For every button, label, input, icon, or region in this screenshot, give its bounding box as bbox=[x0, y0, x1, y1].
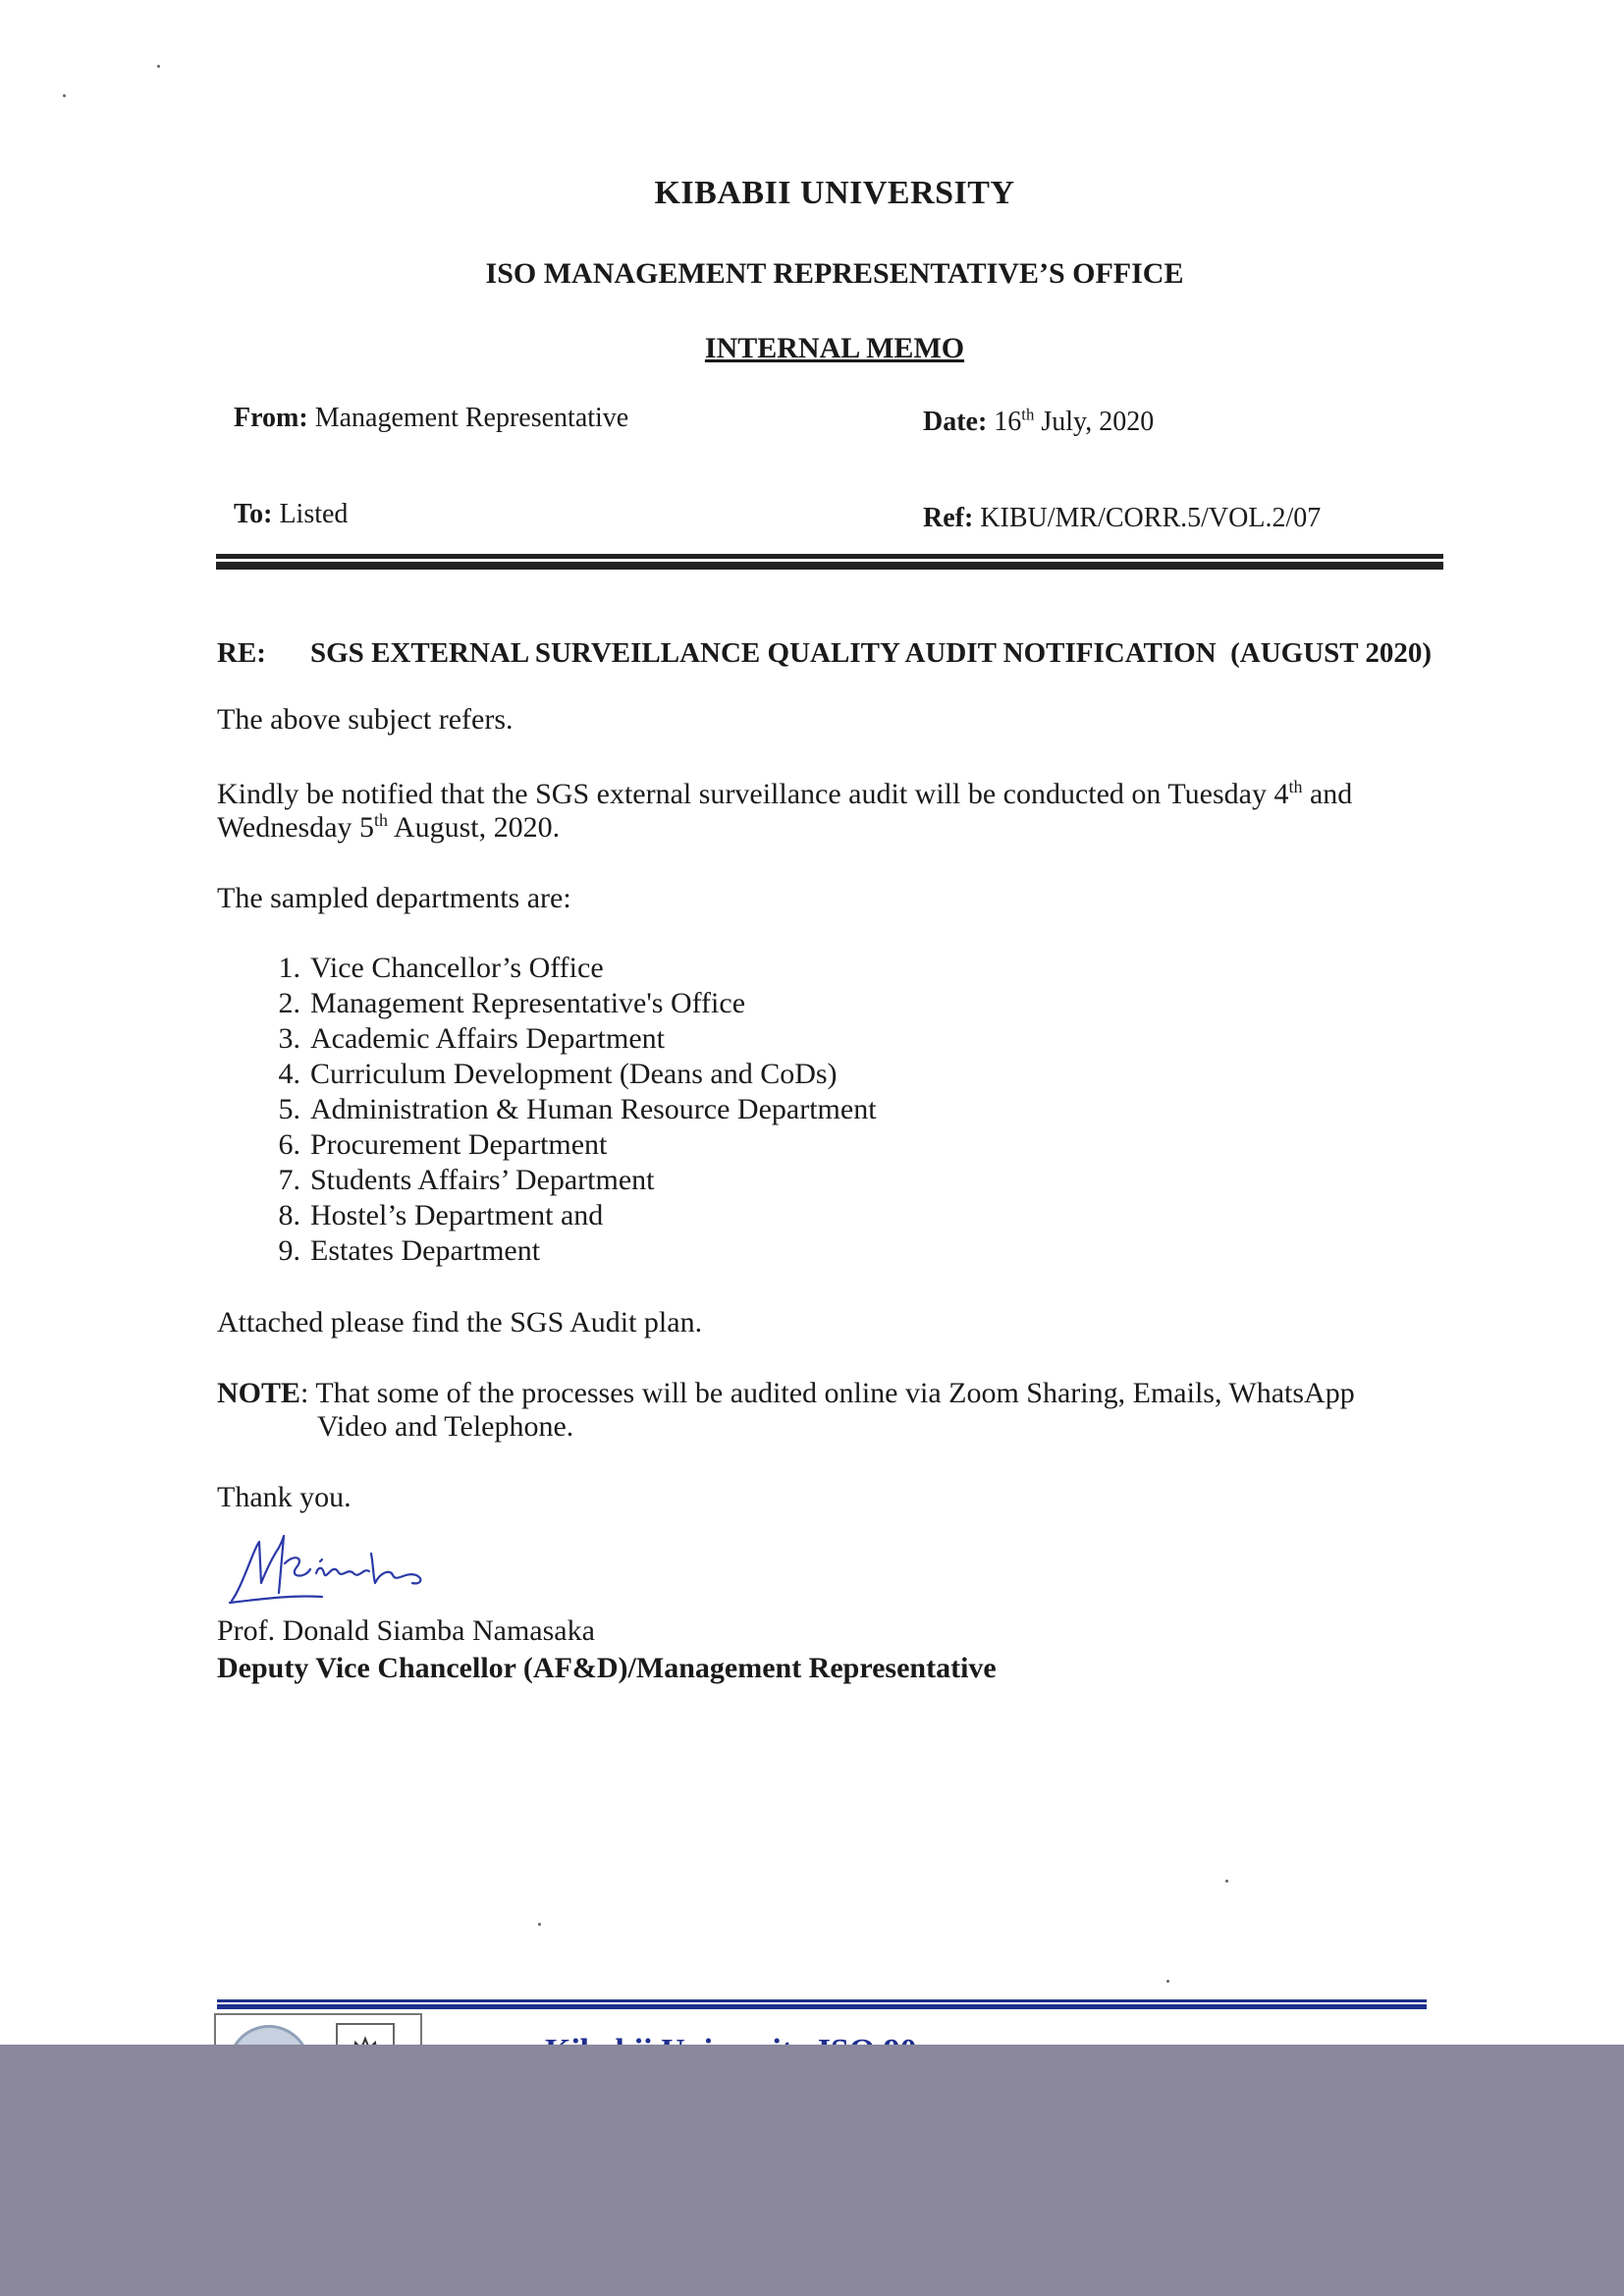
intro-paragraph: The above subject refers. bbox=[217, 703, 514, 736]
to-value: Listed bbox=[279, 499, 349, 529]
footer-divider bbox=[217, 1999, 1427, 2009]
date-day: 16 bbox=[994, 407, 1022, 437]
from-value: Management Representative bbox=[314, 403, 629, 433]
ref-label: Ref: bbox=[923, 503, 974, 533]
note-label: NOTE bbox=[217, 1377, 301, 1409]
to-field bbox=[234, 499, 348, 530]
subject-label: RE: bbox=[217, 637, 266, 669]
ref-field bbox=[923, 503, 1321, 534]
closing-text: Thank you. bbox=[217, 1481, 352, 1513]
departments-list bbox=[217, 951, 877, 1269]
from-label: From: bbox=[234, 403, 308, 433]
notice-text-3: Wednesday 5 bbox=[217, 811, 375, 844]
notice-text-4: August, 2020. bbox=[388, 811, 561, 844]
notice-sup-1: th bbox=[1288, 777, 1303, 796]
list-item: 7. Students Affairs’ Department bbox=[278, 1164, 655, 1196]
header-divider bbox=[216, 554, 1443, 570]
subject-text bbox=[310, 636, 1432, 670]
date-field bbox=[923, 407, 1154, 438]
signature-image bbox=[224, 1524, 440, 1614]
memo-type: INTERNAL MEMO bbox=[704, 332, 965, 364]
signatory-name: Prof. Donald Siamba Namasaka bbox=[217, 1614, 595, 1647]
list-item: 5. Administration & Human Resource Department bbox=[278, 1093, 877, 1125]
list-item: 1. Vice Chancellor’s Office bbox=[278, 952, 604, 984]
signatory-title: Deputy Vice Chancellor (AF&D)/Management Representative bbox=[217, 1652, 997, 1684]
list-item: 8. Hostel’s Department and bbox=[278, 1199, 604, 1231]
note-text-1: : That some of the processes will be audited online via Zoom Sharing, Emails, WhatsApp bbox=[300, 1377, 1355, 1409]
list-item: 6. Procurement Department bbox=[278, 1128, 608, 1161]
subject-period: (AUGUST 2020) bbox=[1230, 637, 1433, 669]
date-suffix: th bbox=[1021, 405, 1035, 424]
note-paragraph bbox=[217, 1377, 1444, 1444]
list-item: 9. Estates Department bbox=[278, 1234, 541, 1267]
note-text-2: Video and Telephone. bbox=[317, 1410, 574, 1443]
list-item: 2. Management Representative's Office bbox=[278, 987, 746, 1019]
viewer-overlay bbox=[0, 2045, 1624, 2296]
notice-sup-2: th bbox=[374, 810, 389, 830]
date-label: Date: bbox=[923, 407, 988, 437]
to-label: To: bbox=[234, 499, 273, 529]
ref-value: KIBU/MR/CORR.5/VOL.2/07 bbox=[980, 503, 1322, 533]
date-rest: July, 2020 bbox=[1041, 407, 1155, 437]
notice-text-2: and bbox=[1302, 778, 1353, 810]
attachment-paragraph: Attached please find the SGS Audit plan. bbox=[217, 1306, 703, 1339]
from-field bbox=[234, 403, 628, 434]
office-name: ISO MANAGEMENT REPRESENTATIVE’S OFFICE bbox=[485, 257, 1184, 290]
notice-text-1: Kindly be notified that the SGS external surveillance audit will be conducted on Tuesday 4 bbox=[217, 778, 1289, 810]
departments-intro: The sampled departments are: bbox=[217, 882, 571, 914]
university-name: KIBABII UNIVERSITY bbox=[654, 175, 1015, 211]
list-item: 4. Curriculum Development (Deans and CoDs) bbox=[278, 1058, 838, 1090]
subject-title: SGS EXTERNAL SURVEILLANCE QUALITY AUDIT NOTIFICATION bbox=[310, 637, 1217, 669]
notice-paragraph bbox=[217, 778, 1444, 845]
list-item: 3. Academic Affairs Department bbox=[278, 1022, 665, 1055]
